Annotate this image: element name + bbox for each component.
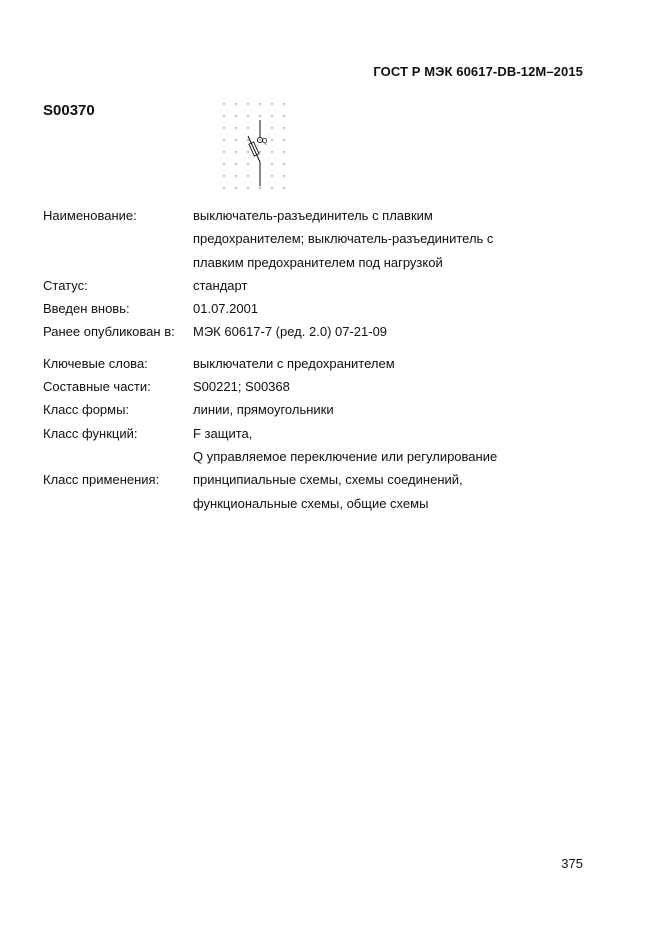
grid-dot (247, 103, 248, 104)
grid-dot (271, 187, 272, 188)
grid-dot (235, 139, 236, 140)
grid-dot (271, 115, 272, 116)
field-values (193, 274, 603, 297)
field-row (43, 274, 603, 297)
page-number: 375 (561, 856, 583, 871)
grid-dot (247, 175, 248, 176)
field-label: Ключевые слова: (43, 355, 148, 371)
grid-dot (271, 175, 272, 176)
grid-dot (223, 115, 224, 116)
field-label: Наименование: (43, 208, 137, 223)
grid-dot (235, 175, 236, 176)
grid-dot (283, 139, 284, 140)
field-label: Статус: (43, 277, 88, 293)
field-values (193, 422, 603, 469)
field-row (43, 422, 603, 469)
grid-dot (223, 187, 224, 188)
field-values (193, 398, 603, 421)
grid-dot (259, 151, 260, 152)
grid-dot (235, 127, 236, 128)
grid-dot (235, 163, 236, 164)
grid-dot (283, 151, 284, 152)
grid-dot (223, 163, 224, 164)
field-row (43, 352, 603, 375)
field-value-line: 01.07.2001 (193, 301, 259, 317)
field-row (43, 204, 603, 274)
field-value-line: Q управляемое переключение или регулирование (193, 448, 498, 464)
grid-dot (283, 115, 284, 116)
grid-dot (223, 151, 224, 152)
grid-dot (223, 127, 224, 128)
symbol-letter: Q (262, 138, 268, 145)
grid-dot (283, 103, 284, 104)
grid-dot (235, 115, 236, 116)
switch-disconnector-fuse-symbol (218, 98, 298, 207)
field-value-line: предохранителем; выключатель-разъединитель с (193, 231, 494, 247)
field-value-line: S00221; S00368 (193, 379, 290, 395)
grid-dot (259, 115, 260, 116)
field-value-line: плавким предохранителем под нагрузкой (193, 254, 443, 270)
field-values (193, 297, 603, 320)
field-value-line: выключатель-разъединитель с плавким (193, 208, 433, 223)
grid-dot (247, 115, 248, 116)
grid-dot (271, 139, 272, 140)
field-row (43, 297, 603, 320)
field-label: Класс функций: (43, 425, 138, 441)
grid-dot (223, 139, 224, 140)
standard-code: ГОСТ Р МЭК 60617-DB-12M–2015 (373, 64, 583, 79)
field-value-line: линии, прямоугольники (193, 402, 334, 418)
field-values (193, 320, 603, 343)
field-value-line: F защита, (193, 425, 253, 441)
field-row (43, 398, 603, 421)
field-value-line: МЭК 60617-7 (ред. 2.0) 07-21-09 (193, 324, 388, 340)
field-values (193, 352, 603, 375)
grid-dot (235, 151, 236, 152)
grid-dot (271, 163, 272, 164)
field-value-line: принципиальные схемы, схемы соединений, (193, 472, 463, 488)
grid-dot (247, 127, 248, 128)
grid-dot (223, 103, 224, 104)
field-label: Ранее опубликован в: (43, 324, 175, 340)
field-label: Класс применения: (43, 472, 160, 488)
field-values (193, 204, 603, 274)
field-value-line: функциональные схемы, общие схемы (193, 495, 429, 511)
grid-dot (247, 163, 248, 164)
field-label: Введен вновь: (43, 301, 130, 317)
grid-dot (235, 103, 236, 104)
grid-dot (283, 175, 284, 176)
field-value-line: стандарт (193, 277, 248, 293)
grid-dot (247, 139, 248, 140)
grid-dot (259, 139, 260, 140)
field-row (43, 375, 603, 398)
symbol-attributes-list (43, 204, 603, 515)
field-label: Класс формы: (43, 402, 130, 418)
grid-dot (271, 127, 272, 128)
grid-dot (283, 163, 284, 164)
grid-dot (283, 187, 284, 188)
grid-dot (247, 151, 248, 152)
grid-dot (247, 187, 248, 188)
grid-dot (259, 187, 260, 188)
grid-dot (235, 187, 236, 188)
grid-dot (271, 151, 272, 152)
field-label: Составные части: (43, 379, 151, 395)
field-row (43, 320, 603, 343)
grid-dot (283, 127, 284, 128)
field-values (193, 375, 603, 398)
field-values (193, 468, 603, 515)
symbol-id: S00370 (43, 102, 95, 119)
field-row (43, 468, 603, 515)
field-value-line: выключатели с предохранителем (193, 355, 395, 371)
grid-dot (271, 103, 272, 104)
grid-dot (259, 103, 260, 104)
grid-dot (223, 175, 224, 176)
switch-blade-line (248, 136, 260, 162)
